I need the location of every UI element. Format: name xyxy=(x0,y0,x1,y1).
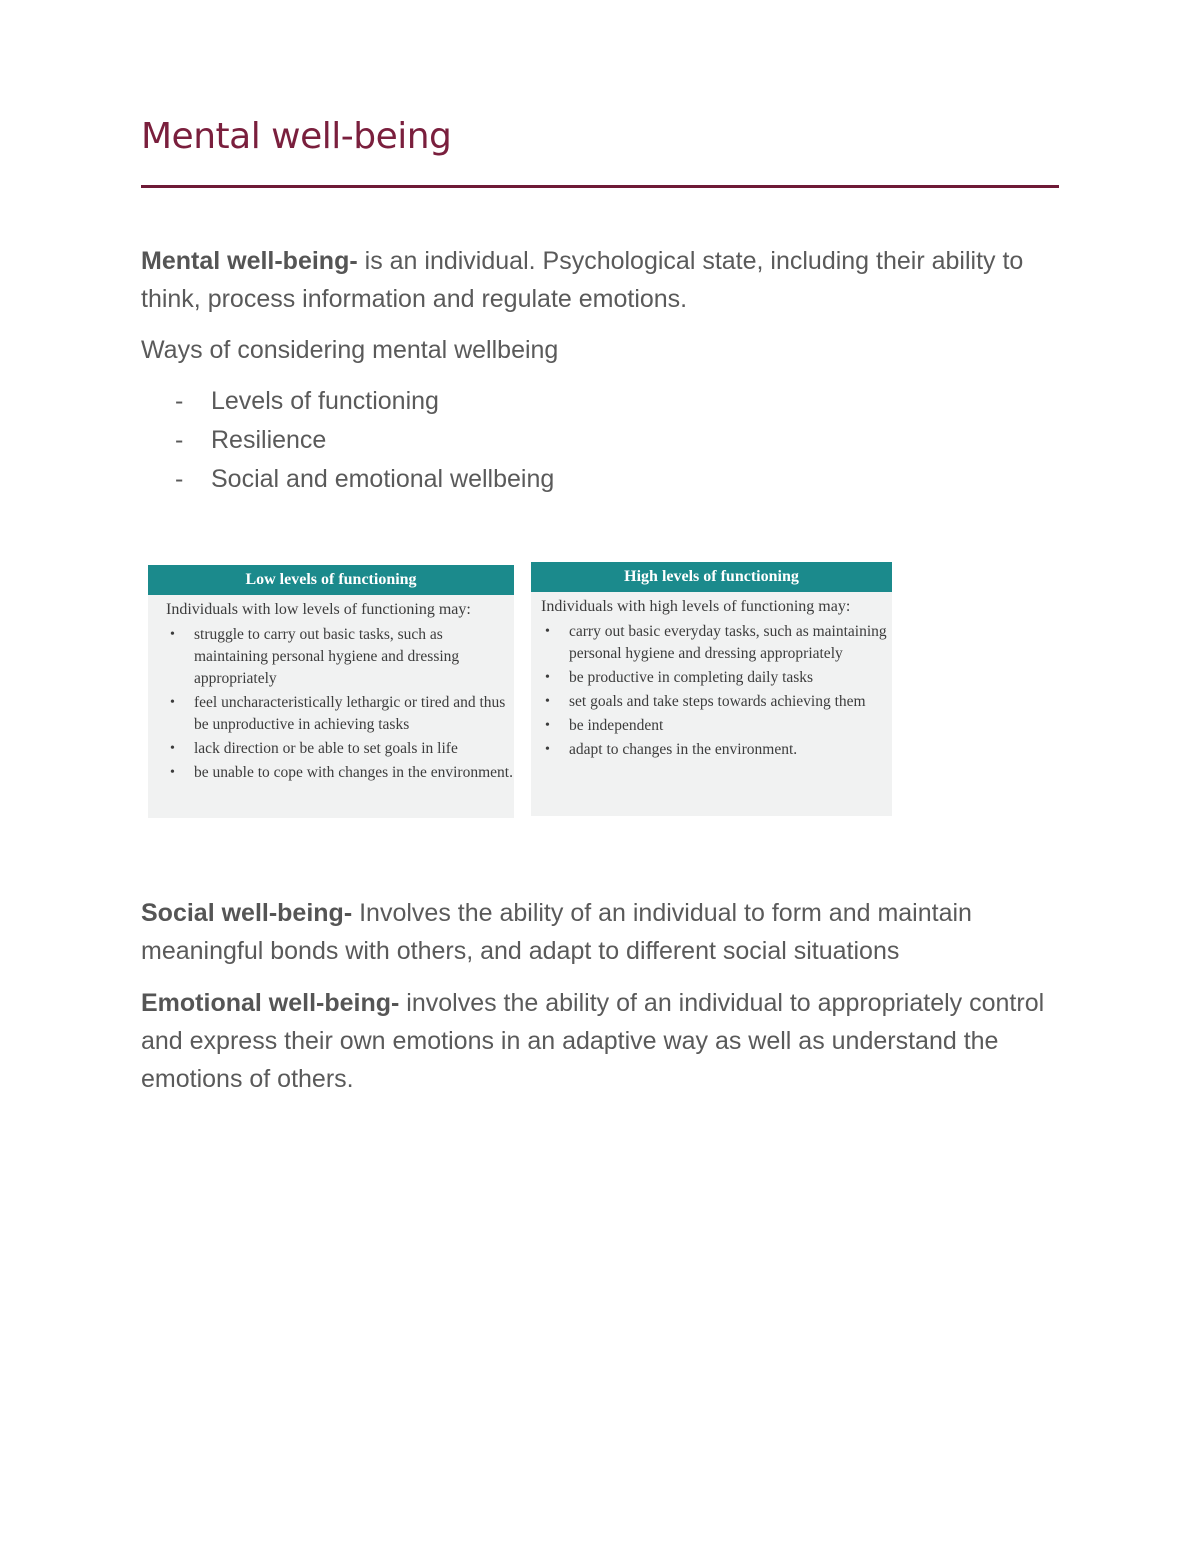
mental-wellbeing-paragraph xyxy=(141,242,1059,318)
list-item-label: Social and emotional wellbeing xyxy=(211,465,555,493)
list-item xyxy=(545,621,892,665)
low-functioning-list xyxy=(148,624,514,784)
low-functioning-header: Low levels of functioning xyxy=(148,565,514,595)
mental-wellbeing-term: Mental well-being- xyxy=(141,247,358,275)
list-item-text: be unable to cope with changes in the environment. xyxy=(194,764,513,781)
title-divider xyxy=(141,185,1059,188)
mental-wellbeing-definition: is an individual. Psychological state, including their ability to think, process information and regulate emotions. xyxy=(141,247,1024,313)
bullet-icon: • xyxy=(170,695,175,710)
bullet-icon: • xyxy=(545,718,550,733)
social-wellbeing-paragraph xyxy=(141,894,1059,970)
low-functioning-intro: Individuals with low levels of functioning may: xyxy=(166,601,471,618)
list-item xyxy=(545,715,892,737)
bullet-icon: • xyxy=(170,741,175,756)
ways-list xyxy=(141,382,554,499)
list-item xyxy=(141,460,554,499)
page-title: Mental well-being xyxy=(141,116,452,157)
list-item xyxy=(170,692,514,736)
emotional-wellbeing-definition: involves the ability of an individual to appropriately control and express their own emotions in an adaptive way as well as understand the emotions of others. xyxy=(141,989,1045,1093)
high-functioning-list xyxy=(531,621,892,761)
list-item xyxy=(545,739,892,761)
dash-icon: - xyxy=(175,465,184,493)
high-functioning-header: High levels of functioning xyxy=(531,562,892,592)
list-item-label: Levels of functioning xyxy=(211,387,439,415)
list-item xyxy=(545,667,892,689)
list-item-text: adapt to changes in the environment. xyxy=(569,741,798,758)
bullet-icon: • xyxy=(545,624,550,639)
bullet-icon: • xyxy=(170,627,175,642)
bullet-icon: • xyxy=(545,694,550,709)
dash-icon: - xyxy=(175,387,184,415)
list-item-text: carry out basic everyday tasks, such as maintaining personal hygiene and dressing appropriately xyxy=(569,623,887,662)
list-item-text: struggle to carry out basic tasks, such as maintaining personal hygiene and dressing appropriately xyxy=(194,626,460,687)
high-functioning-intro: Individuals with high levels of functioning may: xyxy=(541,598,851,615)
emotional-wellbeing-paragraph xyxy=(141,984,1059,1098)
list-item-text: lack direction or be able to set goals in life xyxy=(194,740,458,757)
list-item-label: Resilience xyxy=(211,426,327,454)
list-item xyxy=(141,421,554,460)
ways-heading: Ways of considering mental wellbeing xyxy=(141,336,559,364)
list-item xyxy=(141,382,554,421)
bullet-icon: • xyxy=(170,765,175,780)
dash-icon: - xyxy=(175,426,184,454)
emotional-wellbeing-term: Emotional well-being- xyxy=(141,989,400,1017)
list-item xyxy=(170,624,514,690)
list-item-text: set goals and take steps towards achieving them xyxy=(569,693,866,710)
low-functioning-panel xyxy=(148,565,514,818)
list-item-text: be independent xyxy=(569,717,664,734)
bullet-icon: • xyxy=(545,742,550,757)
list-item xyxy=(170,762,514,784)
list-item-text: be productive in completing daily tasks xyxy=(569,669,814,686)
list-item-text: feel uncharacteristically lethargic or tired and thus be unproductive in achieving tasks xyxy=(194,694,506,733)
list-item xyxy=(170,738,514,760)
social-wellbeing-term: Social well-being- xyxy=(141,899,353,927)
list-item xyxy=(545,691,892,713)
bullet-icon: • xyxy=(545,670,550,685)
high-functioning-panel xyxy=(531,562,892,816)
social-wellbeing-definition: Involves the ability of an individual to form and maintain meaningful bonds with others, and adapt to different social situations xyxy=(141,899,972,965)
